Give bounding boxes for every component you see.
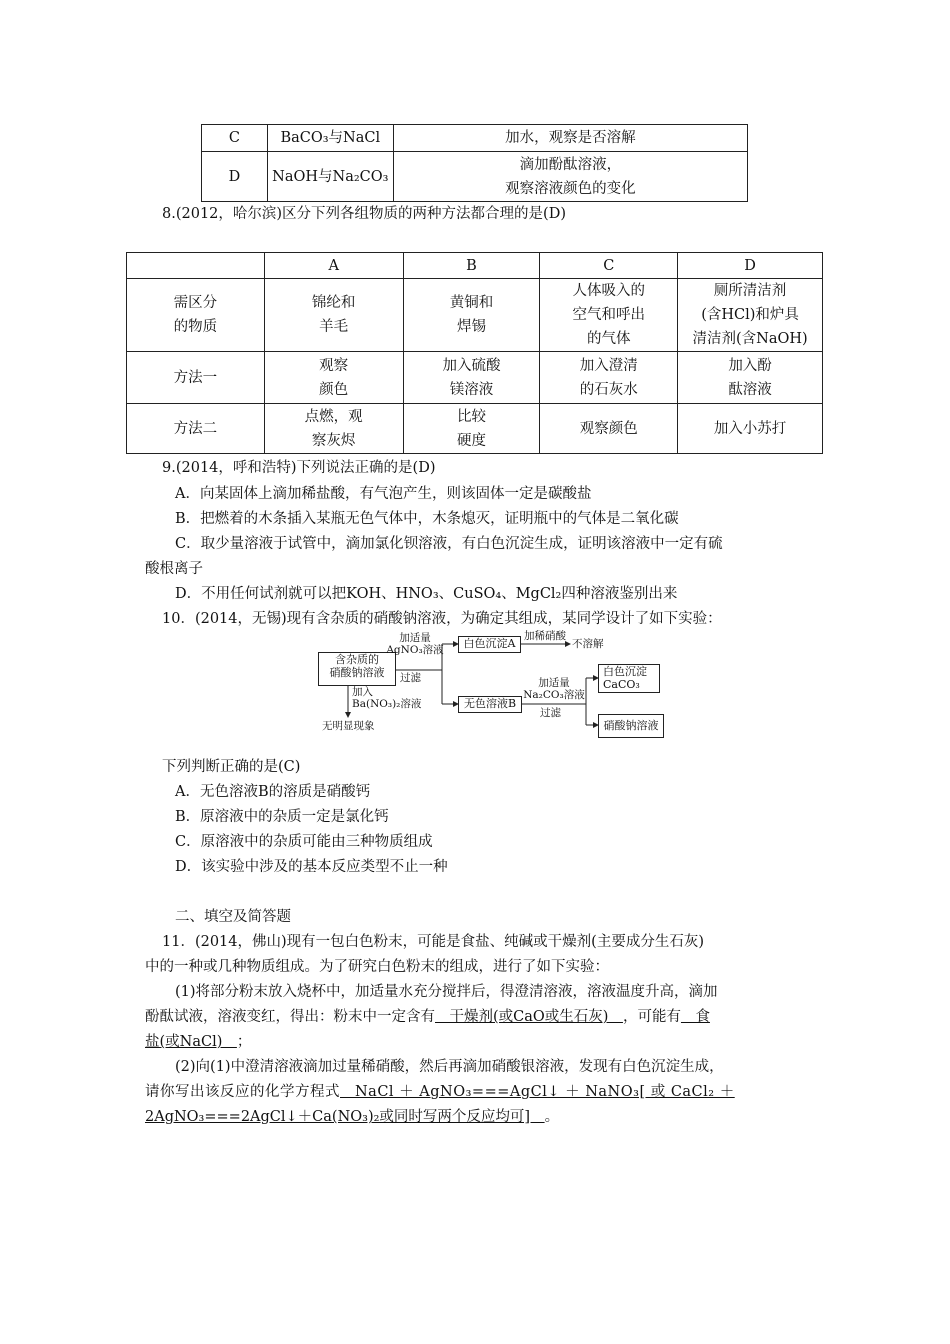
flow-no-change: 无明显现象 [322, 720, 375, 732]
flow-acid-label: 加稀硝酸 [524, 630, 566, 642]
flow-add-label: 加入 Ba(NO₃)₂溶液 [352, 686, 422, 710]
table-row [127, 279, 823, 352]
column-header: A [264, 253, 403, 279]
table-row [202, 152, 748, 202]
table-cell: 观察 颜色 [264, 352, 403, 404]
flow-insoluble: 不溶解 [572, 638, 604, 650]
option-d: D．该实验中涉及的基本反应类型不止一种 [175, 859, 448, 875]
table-row [127, 404, 823, 454]
row-items: NaOH与Na₂CO₃ [267, 152, 393, 202]
question-9-title: 9.(2014，呼和浩特)下列说法正确的是(D) [162, 460, 436, 476]
option-a: A．无色溶液B的溶质是硝酸钙 [175, 784, 371, 800]
row-method: 滴加酚酞溶液， 观察溶液颜色的变化 [393, 152, 747, 202]
part-1-line3: 盐(或NaCl) ； [145, 1034, 252, 1050]
flow-step2-label: 加适量 Na₂CO₃溶液 [523, 677, 585, 701]
question-10-prompt: 下列判断正确的是(C) [162, 759, 301, 775]
experiment-flowchart [318, 630, 688, 740]
column-header: B [403, 253, 540, 279]
table-cell: 加入硫酸 镁溶液 [403, 352, 540, 404]
answer-blank: 2AgNO₃===2AgCl↓＋Ca(NO₃)₂或同时写两个反应均可] [145, 1109, 545, 1125]
table-cell: 比较 硬度 [403, 404, 540, 454]
flow-step2-filter: 过滤 [540, 707, 561, 719]
flow-step1-label: 加适量 AgNO₃溶液 [386, 632, 444, 656]
flow-ppt-a-box: 白色沉淀A [458, 636, 521, 653]
table-cell: 加入小苏打 [678, 404, 823, 454]
option-b: B．把燃着的木条插入某瓶无色气体中，木条熄灭，证明瓶中的气体是二氧化碳 [175, 511, 679, 527]
column-header: D [678, 253, 823, 279]
table-cell: 点燃，观 察灰烬 [264, 404, 403, 454]
table-cell: 加入澄清 的石灰水 [540, 352, 678, 404]
flow-step1-filter: 过滤 [400, 672, 421, 684]
row-label: 需区分 的物质 [127, 279, 265, 352]
question-10-title: 10．(2014，无锡)现有含杂质的硝酸钠溶液，为确定其组成，某同学设计了如下实验： [162, 611, 722, 627]
table-cell: 加入酚 酞溶液 [678, 352, 823, 404]
table-row [202, 125, 748, 152]
flow-ppt-c-box: 白色沉淀 CaCO₃ [598, 664, 660, 693]
option-d: D．不用任何试剂就可以把KOH、HNO₃、CuSO₄、MgCl₂四种溶液鉴别出来 [175, 586, 678, 602]
row-label: 方法一 [127, 352, 265, 404]
part-2-line2: 请你写出该反应的化学方程式 NaCl ＋ AgNO₃===AgCl↓ ＋ NaNO₃[ 或 CaCl₂ ＋ [145, 1084, 735, 1100]
table-cell: 人体吸入的 空气和呼出 的气体 [540, 279, 678, 352]
row-label: C [202, 125, 268, 152]
answer-blank: 干燥剂(或CaO或生石灰) [435, 1009, 623, 1025]
top-table [201, 124, 748, 202]
part-2-line3: 2AgNO₃===2AgCl↓＋Ca(NO₃)₂或同时写两个反应均可] 。 [145, 1109, 560, 1125]
option-c: C．原溶液中的杂质可能由三种物质组成 [175, 834, 433, 850]
option-c: C．取少量溶液于试管中，滴加氯化钡溶液，有白色沉淀生成，证明该溶液中一定有硫 [175, 536, 723, 552]
section-heading: 二、填空及简答题 [175, 909, 291, 925]
table-header-row [127, 253, 823, 279]
part-1-line2: 酚酞试液，溶液变红，得出：粉末中一定含有 干燥剂(或CaO或生石灰) ，可能有 食 [145, 1009, 710, 1025]
row-method: 加水，观察是否溶解 [393, 125, 747, 152]
flow-nano3-box: 硝酸钠溶液 [598, 714, 664, 738]
question-11-line2: 中的一种或几种物质组成。为了研究白色粉末的组成，进行了如下实验： [145, 959, 609, 975]
q8-table [126, 252, 823, 454]
part-1-line1: (1)将部分粉末放入烧杯中，加适量水充分搅拌后，得澄清溶液，溶液温度升高，滴加 [175, 984, 718, 1000]
option-c-cont: 酸根离子 [145, 561, 203, 577]
answer-blank: 盐(或NaCl) [145, 1034, 237, 1050]
table-cell: 观察颜色 [540, 404, 678, 454]
table-cell: 黄铜和 焊锡 [403, 279, 540, 352]
flow-start-box: 含杂质的 硝酸钠溶液 [318, 652, 396, 686]
table-row [127, 352, 823, 404]
column-header: C [540, 253, 678, 279]
option-a: A．向某固体上滴加稀盐酸，有气泡产生，则该固体一定是碳酸盐 [175, 486, 592, 502]
row-label: D [202, 152, 268, 202]
question-8-title: 8.(2012，哈尔滨)区分下列各组物质的两种方法都合理的是(D) [162, 206, 566, 222]
row-label: 方法二 [127, 404, 265, 454]
table-cell: 锦纶和 羊毛 [264, 279, 403, 352]
part-2-line1: (2)向(1)中澄清溶液滴加过量稀硝酸，然后再滴加硝酸银溶液，发现有白色沉淀生成， [175, 1059, 724, 1075]
option-b: B．原溶液中的杂质一定是氯化钙 [175, 809, 389, 825]
row-items: BaCO₃与NaCl [267, 125, 393, 152]
flow-sol-b-box: 无色溶液B [458, 696, 522, 713]
answer-blank: 食 [680, 1009, 710, 1025]
table-cell: 厕所清洁剂 (含HCl)和炉具 清洁剂(含NaOH) [678, 279, 823, 352]
answer-blank: NaCl ＋ AgNO₃===AgCl↓ ＋ NaNO₃[ 或 CaCl₂ ＋ [340, 1084, 735, 1100]
question-11-line1: 11．(2014，佛山)现有一包白色粉末，可能是食盐、纯碱或干燥剂(主要成分生石灰) [162, 934, 704, 950]
